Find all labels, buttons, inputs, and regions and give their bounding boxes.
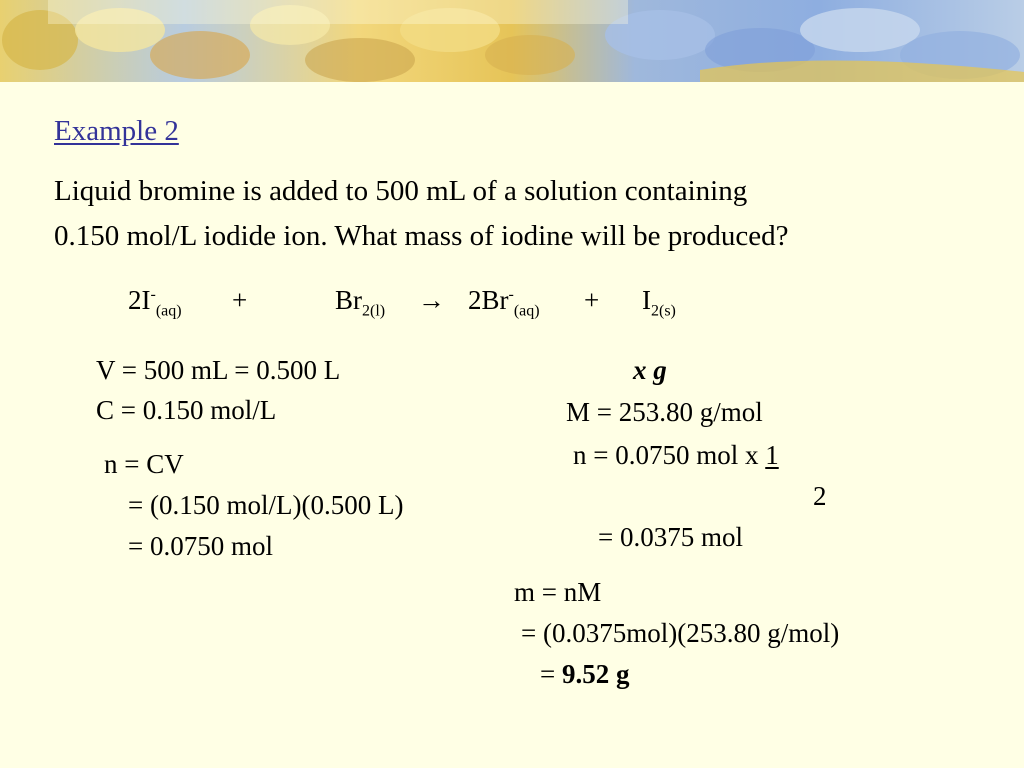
concentration-line: C = 0.150 mol/L: [96, 395, 277, 425]
moles-result-line: = 0.0750 mol: [128, 531, 273, 561]
question-line-2: 0.150 mol/L iodide ion. What mass of iodine will be produced?: [54, 220, 789, 252]
mass-result-line: = 9.52 g: [540, 659, 630, 689]
equation-product-iodine: $I_{2(s)}$: [642, 285, 676, 320]
equation-plus-1: +: [232, 285, 248, 315]
question-line-1: Liquid bromine is added to 500 mL of a solution containing: [54, 175, 748, 207]
slide-title: Example 2: [54, 115, 179, 147]
final-answer: 9.52 g: [561, 659, 630, 689]
volume-line: V = 500 mL = 0.500 L: [96, 355, 341, 385]
moles-substitution-line: = (0.150 mol/L)(0.500 L): [128, 490, 404, 520]
decorative-banner: [0, 0, 1024, 86]
equation-product-bromide: $2Br^-_{(aq)}$: [468, 285, 540, 320]
mass-formula-line: m = nM: [514, 577, 602, 607]
mole-ratio-line: n = 0.0750 mol x 1: [573, 440, 779, 470]
moles-formula-line: n = CV: [104, 449, 184, 479]
equation-arrow: →: [418, 285, 445, 315]
ratio-denominator: 2: [813, 481, 827, 511]
ratio-numerator: 1: [765, 440, 779, 470]
mass-substitution-line: = (0.0375mol)(253.80 g/mol): [521, 618, 840, 648]
equation-reactant-iodide: $2I^-_{(aq)}$: [128, 285, 182, 320]
equation-reactant-bromine: $Br_{2(l)}$: [335, 285, 386, 320]
equation-plus-2: +: [584, 285, 600, 315]
molar-mass-line: M = 253.80 g/mol: [566, 397, 763, 427]
unknown-mass-label: x g: [633, 355, 667, 385]
iodine-moles-result: = 0.0375 mol: [598, 522, 743, 552]
